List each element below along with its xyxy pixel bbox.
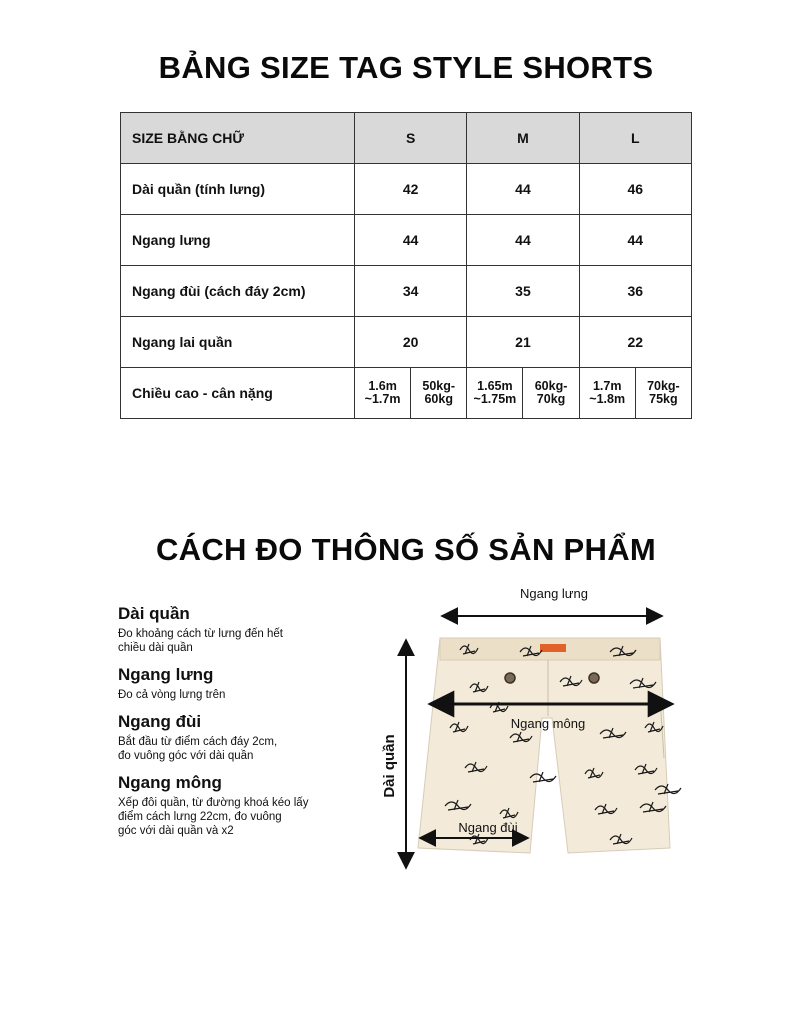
cell-s-height: 1.6m ~1.7m: [355, 368, 411, 419]
measure-item-title: Ngang lưng: [118, 665, 214, 684]
hip-label: Ngang mông: [510, 716, 586, 731]
cell-s: 42: [355, 164, 467, 215]
cell-m: 44: [467, 164, 579, 215]
size-table: [120, 112, 692, 419]
waist-label: Ngang lưng: [520, 586, 588, 601]
shorts-measurement-diagram: [370, 578, 710, 878]
length-label: Dài quần: [381, 734, 398, 798]
row-label: Ngang đùi (cách đáy 2cm): [121, 266, 355, 317]
cell-m: 35: [467, 266, 579, 317]
row-label: Dài quần (tính lưng): [121, 164, 355, 215]
measure-item-desc: Bắt đầu từ điểm cách đáy 2cm, đo vuông góc với dài quần: [118, 736, 278, 762]
cell-l-height: 1.7m ~1.8m: [579, 368, 635, 419]
measure-item-desc: Xếp đôi quần, từ đường khoá kéo lấy điểm cách lưng 22cm, đo vuông góc với dài quần và x2: [118, 797, 309, 837]
button-icon: [505, 673, 515, 683]
table-row: [121, 317, 692, 368]
button-icon: [589, 673, 599, 683]
cell-m-weight: 60kg- 70kg: [523, 368, 579, 419]
measure-guide-title: CÁCH ĐO THÔNG SỐ SẢN PHẨM: [155, 532, 657, 567]
row-label: Chiều cao - cân nặng: [121, 368, 355, 419]
brand-tag: [540, 644, 566, 652]
cell-l-weight: 70kg- 75kg: [635, 368, 691, 419]
cell-s-weight: 50kg- 60kg: [411, 368, 467, 419]
measure-item-desc: Đo cả vòng lưng trên: [118, 689, 226, 701]
table-row: [121, 215, 692, 266]
cell-m-height: 1.65m ~1.75m: [467, 368, 523, 419]
shorts-silhouette: [418, 638, 670, 853]
measure-item-length: [118, 604, 368, 655]
cell-s: 20: [355, 317, 467, 368]
row-label: Ngang lai quần: [121, 317, 355, 368]
thigh-label: Ngang đùi: [458, 820, 518, 835]
header-size-s: S: [355, 113, 467, 164]
header-size-l: L: [579, 113, 691, 164]
table-header-row: [121, 113, 692, 164]
table-row-height-weight: [121, 368, 692, 419]
cell-m: 44: [467, 215, 579, 266]
measure-item-thigh: [118, 712, 368, 763]
measure-item-title: Ngang đùi: [118, 712, 202, 731]
header-size-m: M: [467, 113, 579, 164]
cell-l: 36: [579, 266, 691, 317]
measure-item-desc: Đo khoảng cách từ lưng đến hết chiều dài quần: [118, 628, 284, 654]
cell-m: 21: [467, 317, 579, 368]
cell-l: 44: [579, 215, 691, 266]
measure-item-title: Dài quần: [118, 604, 190, 623]
cell-l: 46: [579, 164, 691, 215]
row-label: Ngang lưng: [121, 215, 355, 266]
measure-instructions: [118, 604, 368, 848]
cell-s: 44: [355, 215, 467, 266]
measure-item-title: Ngang mông: [118, 773, 222, 792]
header-label: SIZE BẰNG CHỮ: [121, 113, 355, 164]
measure-item-waist: [118, 665, 368, 702]
cell-s: 34: [355, 266, 467, 317]
table-row: [121, 266, 692, 317]
measure-item-hip: [118, 773, 368, 838]
table-row: [121, 164, 692, 215]
size-chart-title: BẢNG SIZE TAG STYLE SHORTS: [158, 50, 654, 85]
cell-l: 22: [579, 317, 691, 368]
